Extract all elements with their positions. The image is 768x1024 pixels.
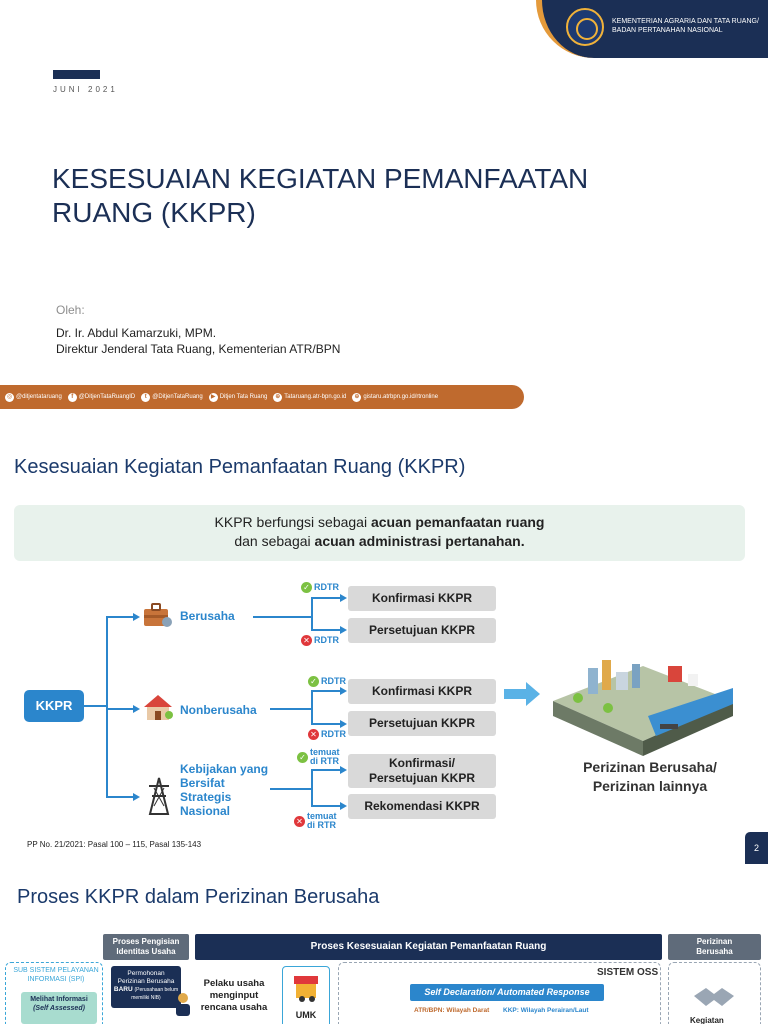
kkpr-function-callout: KKPR berfungsi sebagai acuan pemanfaatan ruang dan sebagai acuan administrasi pertanahan. <box>14 505 745 561</box>
social-media-bar <box>0 385 524 409</box>
category-strategis: Kebijakan yang Bersifat Strategis Nasional <box>180 762 269 818</box>
person-icon <box>174 992 192 1016</box>
social-link[interactable]: ⊕ Tataruang.atr-bpn.go.id <box>275 393 347 400</box>
pelaku-usaha-text: Pelaku usaha menginput rencana usaha <box>200 978 268 1013</box>
arrow-icon <box>133 705 140 713</box>
page-number: 2 <box>745 832 768 864</box>
instagram-icon: ◎ <box>6 393 13 400</box>
category-berusaha: Berusaha <box>180 609 235 623</box>
rdtr-unavailable-badge: ✕ RDTR <box>301 635 339 646</box>
permohonan-box: Permohonan Perizinan Berusaha BARU (Perusahaan belum memiliki NIB) <box>111 966 181 1008</box>
connector-line <box>311 690 341 692</box>
social-link[interactable]: ▶ Ditjen Tata Ruang <box>209 393 268 402</box>
facebook-icon: f <box>68 393 77 402</box>
presentation-date: JUNI 2021 <box>53 85 118 94</box>
social-link[interactable]: t @DitjenTataRuang <box>141 393 202 402</box>
house-icon <box>142 693 174 721</box>
connector-line <box>311 690 313 725</box>
connector-line <box>270 788 311 790</box>
arrow-icon <box>340 687 347 695</box>
twitter-icon: t <box>141 393 150 402</box>
shop-icon <box>292 972 320 1002</box>
berusaha-konfirmasi-box: Konfirmasi KKPR <box>348 586 496 611</box>
connector-line <box>311 629 341 631</box>
city-illustration-icon <box>548 646 738 756</box>
ministry-logo-banner <box>536 0 768 58</box>
header-kesesuaian: Proses Kesesuaian Kegiatan Pemanfaatan Ruang <box>195 934 662 960</box>
connector-line <box>311 723 341 725</box>
umk-label: UMK <box>295 1010 317 1020</box>
connector-line <box>253 616 311 618</box>
check-icon: ✓ <box>301 582 312 593</box>
handshake-icon <box>692 984 736 1010</box>
arrow-icon <box>340 594 347 602</box>
accent-bar <box>53 70 100 79</box>
arrow-icon <box>340 720 347 728</box>
connector-line <box>106 796 134 798</box>
check-icon: ✓ <box>297 752 308 763</box>
connector-line <box>84 705 106 707</box>
kkpr-root-node: KKPR <box>24 690 84 722</box>
author-block <box>56 325 340 357</box>
social-link[interactable]: ⊕ gistaru.atrbpn.go.id/rtronline <box>354 393 439 400</box>
connector-line <box>311 597 341 599</box>
kkpr-process-slide <box>0 872 768 1024</box>
youtube-icon: ▶ <box>209 393 218 402</box>
social-link[interactable]: f @DitjenTataRuangID <box>68 393 135 402</box>
author-position: Direktur Jenderal Tata Ruang, Kementerian ATR/BPN <box>56 342 341 356</box>
arrow-icon <box>340 802 347 810</box>
atr-note: ATR/BPN: Wilayah Darat <box>414 1007 490 1014</box>
spi-info-box: Melihat Informasi (Self Assessed) <box>21 992 97 1024</box>
rdtr-unavailable-badge: ✕ RDTR <box>308 729 346 740</box>
author-name: Dr. Ir. Abdul Kamarzuki, MPM. <box>56 326 217 340</box>
nonberusaha-konfirmasi-box: Konfirmasi KKPR <box>348 679 496 704</box>
tower-icon <box>146 776 172 816</box>
connector-line <box>106 708 134 710</box>
arrow-icon <box>340 626 347 634</box>
cover-slide <box>0 0 768 420</box>
nonberusaha-persetujuan-box: Persetujuan KKPR <box>348 711 496 736</box>
slide-heading: Kesesuaian Kegiatan Pemanfaatan Ruang (KKPR) <box>14 456 466 478</box>
web-icon: ⊕ <box>354 393 360 400</box>
cross-icon: ✕ <box>301 635 312 646</box>
connector-line <box>270 708 311 710</box>
arrow-icon <box>133 793 140 801</box>
berusaha-persetujuan-box: Persetujuan KKPR <box>348 618 496 643</box>
connector-line <box>311 805 341 807</box>
connector-line <box>106 616 134 618</box>
web-icon: ⊕ <box>275 393 281 400</box>
ministry-emblem-icon <box>566 8 604 46</box>
result-arrow-icon <box>504 682 540 706</box>
spi-title: SUB SISTEM PELAYANAN INFORMASI (SPI) <box>13 967 99 983</box>
strategis-konfirmasi-box: Konfirmasi/ Persetujuan KKPR <box>348 754 496 788</box>
page-title: KESESUAIAN KEGIATAN PEMANFAATAN RUANG (KKPR) <box>52 163 589 228</box>
connector-line <box>106 616 108 798</box>
connector-line <box>311 769 313 807</box>
rdtr-available-badge: ✓ RDTR <box>301 582 339 593</box>
cross-icon: ✕ <box>294 816 305 827</box>
ministry-name: KEMENTERIAN AGRARIA DAN TATA RUANG/ BADAN PERTANAHAN NASIONAL <box>612 18 759 34</box>
temuat-rtr-badge: ✓ temuat di RTR <box>297 748 340 766</box>
slide-heading: Proses KKPR dalam Perizinan Berusaha <box>17 886 380 908</box>
category-nonberusaha: Nonberusaha <box>180 703 257 717</box>
kkpr-overview-slide <box>0 436 768 864</box>
legal-reference: PP No. 21/2021: Pasal 100 – 115, Pasal 135-143 <box>27 840 202 849</box>
connector-line <box>311 769 341 771</box>
kkp-note: KKP: Wilayah Perairan/Laut <box>503 1007 589 1014</box>
result-caption: Perizinan Berusaha/ Perizinan lainnya <box>583 759 717 794</box>
social-link[interactable]: ◎ @ditjentataruang <box>6 393 62 400</box>
header-identitas: Proses Pengisian Identitas Usaha <box>103 934 189 960</box>
self-declaration-box: Self Declaration/ Automated Response <box>410 984 604 1001</box>
check-icon: ✓ <box>308 676 319 687</box>
strategis-rekomendasi-box: Rekomendasi KKPR <box>348 794 496 819</box>
header-perizinan: Perizinan Berusaha <box>668 934 761 960</box>
briefcase-icon <box>142 602 172 628</box>
rdtr-available-badge: ✓ RDTR <box>308 676 346 687</box>
connector-line <box>311 597 313 631</box>
kegiatan-label: Kegiatan <box>690 1016 724 1024</box>
author-label: Oleh: <box>56 303 85 317</box>
tidak-temuat-rtr-badge: ✕ temuat di RTR <box>294 812 337 830</box>
arrow-icon <box>340 766 347 774</box>
arrow-icon <box>133 613 140 621</box>
cross-icon: ✕ <box>308 729 319 740</box>
oss-title: SISTEM OSS <box>597 967 659 978</box>
